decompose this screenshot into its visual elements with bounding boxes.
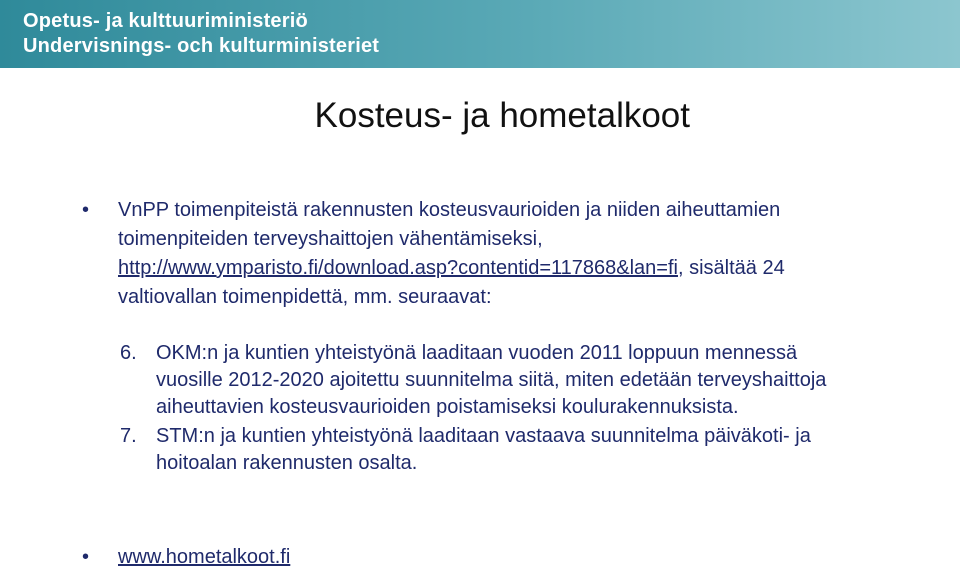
bullet-text [118,543,842,572]
bullet-icon: • [82,546,90,568]
list-item-number: 7. [120,425,137,447]
bullet-text [118,196,842,312]
numbered-list [120,340,840,479]
bullet-icon: • [82,199,90,221]
hometalkoot-link[interactable]: www.hometalkoot.fi [118,546,291,568]
list-item-text: OKM:n ja kuntien yhteistyönä laaditaan vuoden 2011 loppuun mennessä vuosille 2012-2020 ajoitettu suunnitelma siitä, miten edetään terveyshaittoja aiheuttavien kosteusvaurioiden poistamiseksi koulurakennuksista. [156,342,827,418]
ministry-header [0,0,960,68]
ministry-name-finnish: Opetus- ja kulttuuriministeriö [23,10,308,32]
bullet-item [82,543,842,572]
slide-title: Kosteus- ja hometalkoot [314,96,690,135]
ymparisto-link[interactable]: http://www.ymparisto.fi/download.asp?contentid=117868&lan=fi [118,257,678,279]
ministry-name-swedish: Undervisnings- och kulturministeriet [23,35,380,57]
list-item [120,340,840,421]
bullet-item [82,196,842,312]
list-item [120,423,840,477]
list-item-number: 6. [120,342,137,364]
bullet-text-before: VnPP toimenpiteistä rakennusten kosteusvaurioiden ja niiden aiheuttamien toimenpiteiden terveyshaittojen vähentämiseksi, [118,199,781,250]
bullet-text-after: , sisältää 24 valtiovallan toimenpidettä, mm. seuraavat: [118,257,785,308]
list-item-text: STM:n ja kuntien yhteistyönä laaditaan vastaava suunnitelma päiväkoti- ja hoitoalan rakennusten osalta. [156,425,811,474]
